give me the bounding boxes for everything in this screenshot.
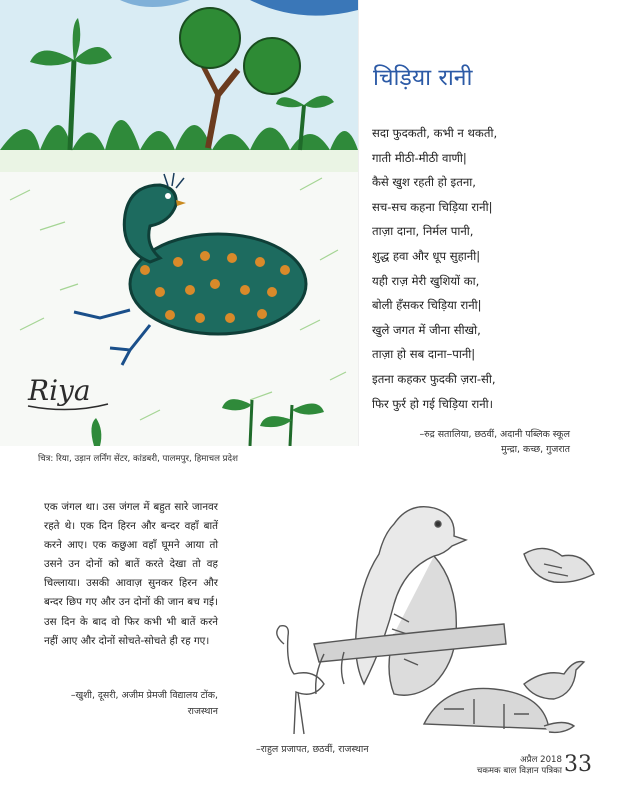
poem-line: गाती मीठी-मीठी वाणी|: [372, 150, 467, 165]
poem-line: शुद्ध हवा और धूप सुहानी|: [372, 248, 481, 263]
magazine-name: चकमक बाल विज्ञान पत्रिका: [476, 766, 562, 776]
drawing-credit: –राहुल प्रजापत, छठवीं, राजस्थान: [256, 744, 369, 755]
poem-title: चिड़िया रानी: [373, 65, 473, 91]
animals-pencil-drawing: [244, 494, 618, 756]
peacock-drawing: [0, 0, 359, 446]
poem-line: सच-सच कहना चिड़िया रानी|: [372, 199, 493, 214]
poem-line: बोली हँसकर चिड़िया रानी|: [372, 298, 482, 313]
poem-line: कैसे खुश रहती हो इतना,: [372, 175, 476, 190]
poem-line: इतना कहकर फुदकी ज़रा-सी,: [372, 371, 496, 386]
page-number: 33: [564, 752, 592, 777]
poem-line: खुले जगत में जीना सीखो,: [372, 322, 481, 337]
poem-line: सदा फुदकती, कभी न थकती,: [372, 126, 498, 140]
page-footer: [477, 755, 562, 777]
poem-credit-line: –रुद्र सतालिया, छठवीं, अदानी पब्लिक स्कूल: [419, 429, 570, 440]
issue-date: अप्रैल 2018: [520, 755, 562, 765]
poem-line: फिर फुर्र हो गई चिड़िया रानी।: [372, 396, 494, 411]
illustration-caption: चित्र: रिया, उड़ान लर्निंग सेंटर, कांडबरी, पालमपुर, हिमाचल प्रदेश: [38, 454, 238, 464]
story-text: एक जंगल था। उस जंगल में बहुत सारे जानवर रहते थे। एक दिन हिरन और बन्दर वहाँ बातें करने आए। एक कछुआ वहाँ घूमने आया तो उसने उन दोनों को बातें करते देखा तो वह चिल्लाया। उसकी आवाज़ सुनकर हिरन और बन्दर छिप गए और उन दोनों की जान बच गई। उस दिन के बाद वो फिर कभी भी बातें करने नहीं आए और दोनों सोचते-सोचते ही रह गए।: [44, 501, 218, 647]
poem-line: ताज़ा हो सब दाना–पानी|: [372, 347, 476, 362]
svg-text:Riya: Riya: [28, 374, 91, 407]
poem-body: [372, 121, 612, 416]
story-credit-line: –खुशी, दूसरी, अजीम प्रेमजी विद्यालय टोंक,: [70, 690, 218, 701]
poem-credit: [419, 427, 570, 457]
story-credit-line: राजस्थान: [187, 706, 218, 717]
poem-line: यही राज़ मेरी खुशियों का,: [372, 273, 480, 288]
poem-credit-line: मुन्द्रा, कच्छ, गुजरात: [501, 444, 570, 455]
story-credit: [58, 688, 218, 720]
poem-line: ताज़ा दाना, निर्मल पानी,: [372, 224, 474, 239]
